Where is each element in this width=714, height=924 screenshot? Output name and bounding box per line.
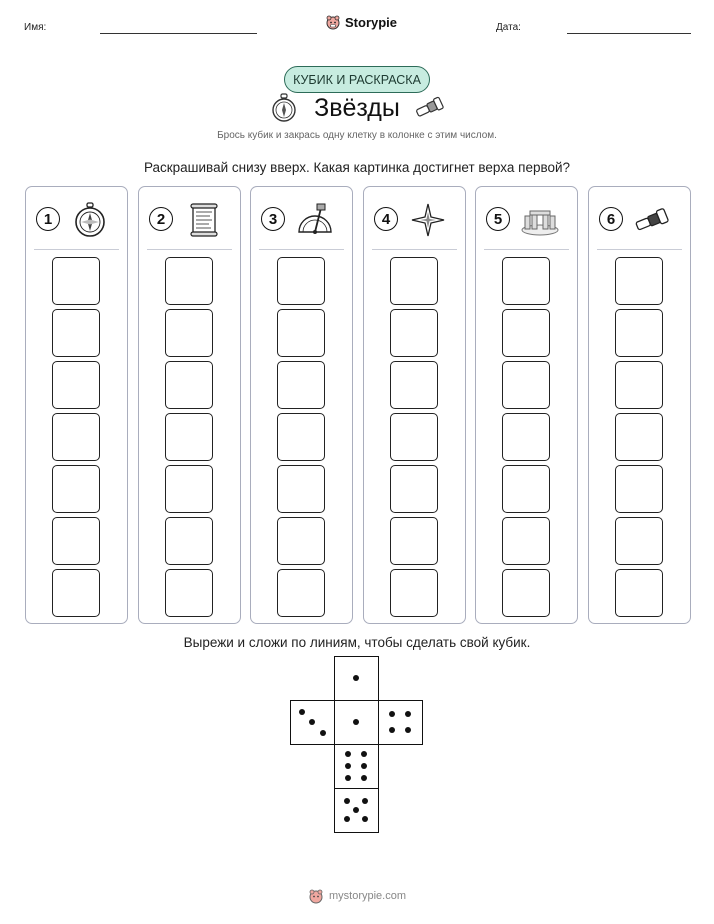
scroll-icon <box>183 202 223 238</box>
color-cell[interactable] <box>52 465 100 513</box>
dice-pip <box>353 719 359 725</box>
color-cell[interactable] <box>615 569 663 617</box>
column-header <box>589 187 690 249</box>
dice-pip <box>344 798 350 804</box>
dice-pip <box>362 798 368 804</box>
color-cell[interactable] <box>502 517 550 565</box>
page-title: Звёзды <box>314 94 400 122</box>
name-label: Имя: <box>24 22 47 33</box>
dice-face-6 <box>334 744 379 789</box>
color-cell[interactable] <box>165 361 213 409</box>
column-header <box>139 187 240 249</box>
category-tag: КУБИК И РАСКРАСКА <box>284 66 430 93</box>
color-cell[interactable] <box>277 465 325 513</box>
subtitle: Брось кубик и закрась одну клетку в колонке с этим числом. <box>217 130 497 141</box>
color-cell[interactable] <box>615 257 663 305</box>
dice-pip <box>345 775 351 781</box>
color-cell[interactable] <box>390 413 438 461</box>
color-cell[interactable] <box>165 465 213 513</box>
column-divider <box>147 249 232 250</box>
color-cell[interactable] <box>502 257 550 305</box>
dice-pip <box>389 711 395 717</box>
color-cell[interactable] <box>52 257 100 305</box>
dice-column-2 <box>138 186 241 624</box>
dice-face-3 <box>290 700 335 745</box>
dice-pip <box>353 675 359 681</box>
dice-face-1 <box>334 700 379 745</box>
dice-column-3 <box>250 186 353 624</box>
color-cell[interactable] <box>277 517 325 565</box>
column-header <box>476 187 577 249</box>
color-cell[interactable] <box>390 569 438 617</box>
color-cell[interactable] <box>502 361 550 409</box>
date-label: Дата: <box>496 22 521 33</box>
color-cell[interactable] <box>615 413 663 461</box>
color-cell[interactable] <box>277 361 325 409</box>
star-icon <box>408 202 448 238</box>
compass-icon <box>70 202 110 238</box>
dice-pip <box>344 816 350 822</box>
dice-pip <box>361 763 367 769</box>
dice-pip <box>299 709 305 715</box>
date-field-line[interactable] <box>567 33 691 34</box>
column-number: 1 <box>36 207 60 231</box>
column-header <box>251 187 352 249</box>
column-divider <box>259 249 344 250</box>
dice-pip <box>309 719 315 725</box>
footer-url[interactable]: mystorypie.com <box>328 890 407 902</box>
dice-face-5 <box>334 788 379 833</box>
color-cell[interactable] <box>277 413 325 461</box>
column-divider <box>34 249 119 250</box>
dice-pip <box>405 727 411 733</box>
column-number: 6 <box>599 207 623 231</box>
color-cell[interactable] <box>277 257 325 305</box>
telescope-icon <box>413 95 447 119</box>
footer <box>0 888 714 904</box>
column-number: 2 <box>149 207 173 231</box>
dice-face-4 <box>378 700 423 745</box>
stonehenge-icon <box>520 202 560 238</box>
column-divider <box>597 249 682 250</box>
storypie-mascot-icon <box>325 14 341 30</box>
column-divider <box>372 249 457 250</box>
instruction: Раскрашивай снизу вверх. Какая картинка достигнет верха первой? <box>143 160 571 175</box>
color-cell[interactable] <box>502 309 550 357</box>
column-number: 5 <box>486 207 510 231</box>
color-cell[interactable] <box>165 257 213 305</box>
color-cell[interactable] <box>390 517 438 565</box>
color-cell[interactable] <box>615 517 663 565</box>
color-cell[interactable] <box>615 309 663 357</box>
dice-column-5 <box>475 186 578 624</box>
telescope-icon <box>633 202 673 238</box>
dice-pip <box>320 730 326 736</box>
column-divider <box>484 249 569 250</box>
color-cell[interactable] <box>165 569 213 617</box>
color-cell[interactable] <box>390 465 438 513</box>
color-cell[interactable] <box>502 569 550 617</box>
color-cell[interactable] <box>615 465 663 513</box>
color-cell[interactable] <box>277 569 325 617</box>
name-field-line[interactable] <box>100 33 257 34</box>
dice-pip <box>361 775 367 781</box>
dice-pip <box>361 751 367 757</box>
dice-pip <box>345 751 351 757</box>
column-number: 4 <box>374 207 398 231</box>
color-cell[interactable] <box>615 361 663 409</box>
dice-column-1 <box>25 186 128 624</box>
color-cell[interactable] <box>52 309 100 357</box>
dice-column-6 <box>588 186 691 624</box>
color-cell[interactable] <box>502 465 550 513</box>
color-cell[interactable] <box>52 361 100 409</box>
cut-instruction: Вырежи и сложи по линиям, чтобы сделать свой кубик. <box>183 635 531 650</box>
color-cell[interactable] <box>390 257 438 305</box>
dice-pip <box>345 763 351 769</box>
color-cell[interactable] <box>390 361 438 409</box>
color-cell[interactable] <box>52 413 100 461</box>
color-cell[interactable] <box>502 413 550 461</box>
brand-logo <box>325 14 397 30</box>
storypie-mascot-icon <box>308 888 324 904</box>
color-cell[interactable] <box>277 309 325 357</box>
color-cell[interactable] <box>165 517 213 565</box>
color-cell[interactable] <box>390 309 438 357</box>
column-header <box>364 187 465 249</box>
color-cell[interactable] <box>52 517 100 565</box>
dice-column-4 <box>363 186 466 624</box>
brand-name: Storypie <box>345 14 398 30</box>
color-cell[interactable] <box>165 309 213 357</box>
column-number: 3 <box>261 207 285 231</box>
dice-pip <box>389 727 395 733</box>
dice-pip <box>353 807 359 813</box>
column-header <box>26 187 127 249</box>
sextant-icon <box>295 202 335 238</box>
dice-pip <box>362 816 368 822</box>
color-cell[interactable] <box>52 569 100 617</box>
dice-face-1 <box>334 656 379 701</box>
dice-pip <box>405 711 411 717</box>
color-cell[interactable] <box>165 413 213 461</box>
